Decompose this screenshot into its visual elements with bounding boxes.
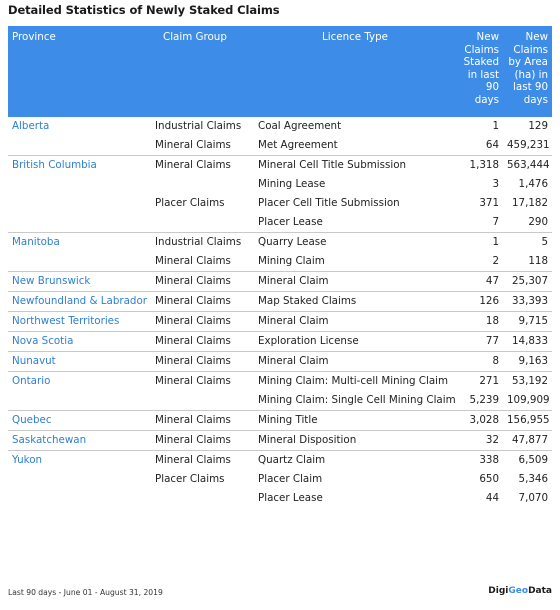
new-area-cell: 14,833 <box>503 332 552 352</box>
brand-part-data: Data <box>528 586 552 596</box>
table-row <box>8 213 552 233</box>
claim-group-cell: Mineral Claims <box>151 431 254 451</box>
licence-type-cell: Placer Claim <box>258 473 323 485</box>
claim-group-cell: Industrial Claims <box>155 120 242 132</box>
claim-group-cell: Mineral Claims <box>155 139 231 151</box>
province-cell: Newfoundland & Labrador <box>8 292 151 312</box>
province-cell: Northwest Territories <box>8 312 151 332</box>
licence-type-cell: Met Agreement <box>258 139 338 151</box>
table-row <box>8 117 552 136</box>
claim-group-cell: Placer Claims <box>155 473 225 485</box>
new-claims-cell: 32 <box>456 431 503 451</box>
new-area-cell: 118 <box>528 255 548 267</box>
province-cell: Alberta <box>12 120 50 132</box>
new-area-cell: 5 <box>503 233 552 253</box>
new-claims-cell: 44 <box>485 492 499 504</box>
new-claims-cell: 8 <box>456 352 503 372</box>
new-claims-cell: 1 <box>492 120 499 132</box>
province-cell <box>8 213 151 233</box>
province-cell: Manitoba <box>8 233 151 253</box>
licence-type-cell: Coal Agreement <box>258 120 342 132</box>
new-area-cell: 17,182 <box>511 197 548 209</box>
new-area-cell: 459,231 <box>507 139 550 151</box>
claim-group-cell: Mineral Claims <box>151 411 254 431</box>
new-area-cell: 33,393 <box>503 292 552 312</box>
claim-group-cell <box>151 175 254 194</box>
province-cell <box>8 252 151 272</box>
province-cell: Nunavut <box>8 352 151 372</box>
new-area-cell: 1,476 <box>518 178 548 190</box>
new-claims-cell: 5,239 <box>469 394 499 406</box>
claim-group-cell: Mineral Claims <box>151 272 254 292</box>
table-header-row <box>8 26 552 117</box>
new-claims-cell: 1 <box>456 233 503 253</box>
licence-type-cell: Mineral Claim <box>254 352 456 372</box>
table-row <box>8 372 552 392</box>
province-cell <box>8 136 151 156</box>
new-area-cell: 47,877 <box>503 431 552 451</box>
table-row <box>8 451 552 471</box>
claim-group-cell <box>151 391 254 411</box>
brand-logo <box>488 586 552 596</box>
licence-type-cell: Map Staked Claims <box>254 292 456 312</box>
province-cell: British Columbia <box>8 156 151 176</box>
table-row <box>8 194 552 213</box>
claim-group-cell: Mineral Claims <box>155 255 231 267</box>
licence-type-cell: Placer Cell Title Submission <box>258 197 400 209</box>
page-title: Detailed Statistics of Newly Staked Claims <box>8 3 280 17</box>
claim-group-cell: Mineral Claims <box>151 332 254 352</box>
table-row <box>8 292 552 312</box>
new-claims-cell: 47 <box>456 272 503 292</box>
province-cell: New Brunswick <box>8 272 151 292</box>
province-cell <box>8 470 151 489</box>
licence-type-cell: Mining Claim <box>258 255 325 267</box>
brand-part-digi: Digi <box>488 586 509 596</box>
licence-type-cell: Placer Lease <box>258 492 323 504</box>
province-cell <box>8 175 151 194</box>
footnote: Last 90 days - June 01 - August 31, 2019 <box>8 588 163 597</box>
new-area-cell: 109,909 <box>507 394 550 406</box>
new-claims-cell: 650 <box>479 473 499 485</box>
new-claims-cell: 7 <box>492 216 499 228</box>
new-area-cell: 25,307 <box>503 272 552 292</box>
claim-group-cell: Mineral Claims <box>151 372 254 392</box>
table-row <box>8 470 552 489</box>
new-area-cell: 53,192 <box>503 372 552 392</box>
table-row <box>8 352 552 372</box>
new-area-cell: 9,163 <box>503 352 552 372</box>
header-new-claims: New Claims Staked in last 90 days <box>456 26 503 117</box>
new-claims-cell: 2 <box>492 255 499 267</box>
new-claims-cell: 18 <box>456 312 503 332</box>
licence-type-cell: Mining Claim: Multi-cell Mining Claim <box>254 372 456 392</box>
table-row <box>8 312 552 332</box>
province-cell: Saskatchewan <box>8 431 151 451</box>
new-area-cell: 129 <box>528 120 548 132</box>
header-new-area: New Claims by Area (ha) in last 90 days <box>503 26 552 117</box>
table-row <box>8 411 552 431</box>
table-row <box>8 489 552 508</box>
licence-type-cell: Mining Claim: Single Cell Mining Claim <box>258 394 456 406</box>
new-claims-cell: 77 <box>456 332 503 352</box>
table-row <box>8 252 552 272</box>
licence-type-cell: Placer Lease <box>258 216 323 228</box>
new-claims-cell: 3 <box>492 178 499 190</box>
claim-group-cell <box>151 213 254 233</box>
licence-type-cell: Mineral Claim <box>254 272 456 292</box>
new-area-cell: 7,070 <box>518 492 548 504</box>
claim-group-cell: Placer Claims <box>155 197 225 209</box>
new-claims-cell: 64 <box>485 139 499 151</box>
header-claim-group: Claim Group <box>151 26 254 117</box>
table-row <box>8 233 552 253</box>
licence-type-cell: Quartz Claim <box>254 451 456 471</box>
province-cell <box>8 391 151 411</box>
licence-type-cell: Mineral Cell Title Submission <box>254 156 456 176</box>
province-cell: Ontario <box>8 372 151 392</box>
table-body <box>8 117 552 508</box>
new-area-cell: 290 <box>528 216 548 228</box>
table-row <box>8 391 552 411</box>
licence-type-cell: Quarry Lease <box>254 233 456 253</box>
brand-part-geo: Geo <box>508 586 529 596</box>
new-area-cell: 156,955 <box>503 411 552 431</box>
province-cell <box>8 489 151 508</box>
table-row <box>8 272 552 292</box>
new-area-cell: 5,346 <box>518 473 548 485</box>
province-cell: Nova Scotia <box>8 332 151 352</box>
claim-group-cell: Mineral Claims <box>151 292 254 312</box>
new-claims-cell: 1,318 <box>456 156 503 176</box>
header-province: Province <box>8 26 151 117</box>
table-row <box>8 431 552 451</box>
claim-group-cell <box>151 489 254 508</box>
new-area-cell: 9,715 <box>503 312 552 332</box>
claim-group-cell: Mineral Claims <box>151 156 254 176</box>
new-claims-cell: 271 <box>456 372 503 392</box>
licence-type-cell: Mining Lease <box>258 178 326 190</box>
licence-type-cell: Mining Title <box>254 411 456 431</box>
new-claims-cell: 371 <box>479 197 499 209</box>
province-cell <box>8 194 151 213</box>
header-licence-type: Licence Type <box>254 26 456 117</box>
new-claims-cell: 3,028 <box>456 411 503 431</box>
claims-table-container <box>8 26 552 508</box>
claims-table <box>8 26 552 508</box>
claim-group-cell: Mineral Claims <box>151 312 254 332</box>
claim-group-cell: Industrial Claims <box>151 233 254 253</box>
table-row <box>8 136 552 156</box>
new-area-cell: 563,444 <box>503 156 552 176</box>
claim-group-cell: Mineral Claims <box>151 451 254 471</box>
table-row <box>8 156 552 176</box>
claim-group-cell: Mineral Claims <box>151 352 254 372</box>
new-area-cell: 6,509 <box>503 451 552 471</box>
licence-type-cell: Mineral Claim <box>254 312 456 332</box>
new-claims-cell: 126 <box>456 292 503 312</box>
new-claims-cell: 338 <box>456 451 503 471</box>
province-cell: Quebec <box>8 411 151 431</box>
table-row <box>8 175 552 194</box>
table-row <box>8 332 552 352</box>
licence-type-cell: Exploration License <box>254 332 456 352</box>
province-cell: Yukon <box>8 451 151 471</box>
licence-type-cell: Mineral Disposition <box>254 431 456 451</box>
